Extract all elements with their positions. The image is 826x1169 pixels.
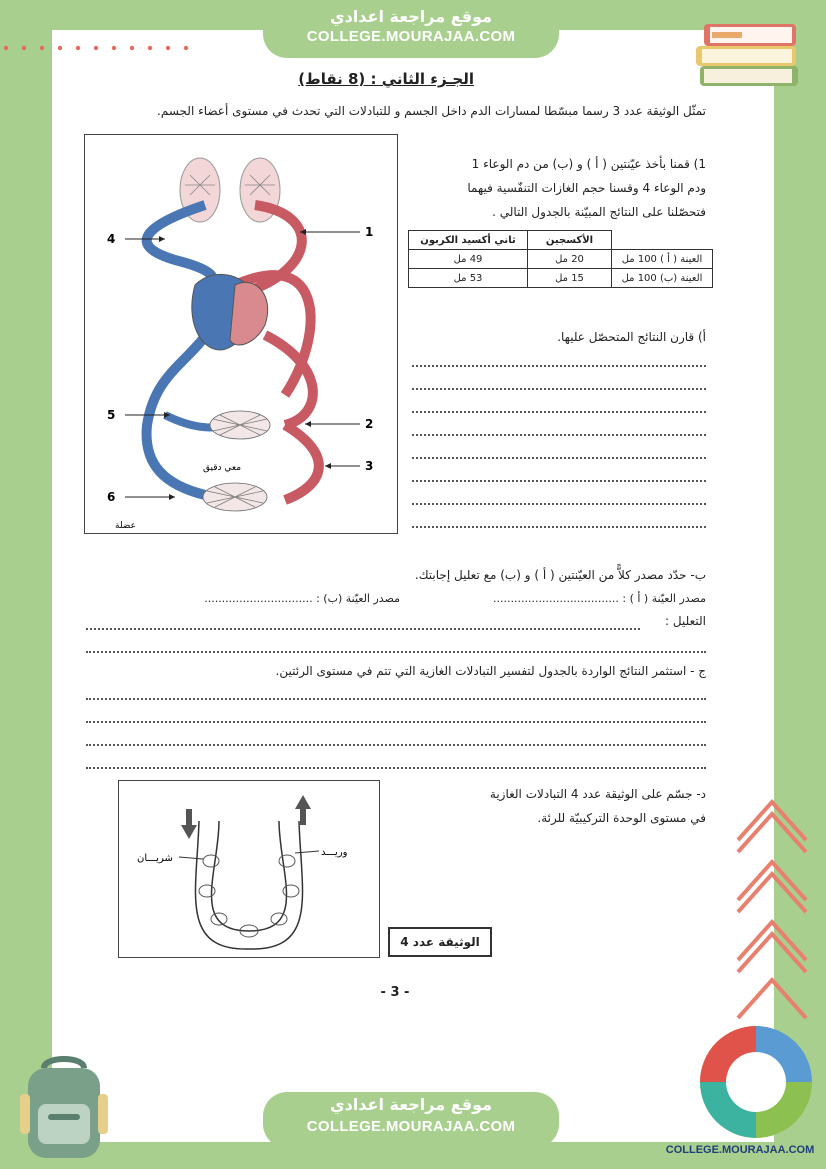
page-number: - 3 - [380, 985, 410, 1000]
answer-line[interactable] [412, 411, 706, 413]
answer-line[interactable] [86, 721, 706, 723]
intro-text: تمثّل الوثيقة عدد 3 رسما مبسّطا لمسارات الدم داخل الجسم و للتبادلات التي تحدث في مستوى أعضاء الجسم. [157, 104, 706, 118]
circulation-diagram [85, 135, 397, 533]
table-header-cell: ثاني أكسيد الكربون [409, 231, 528, 250]
backpack-icon [14, 1054, 114, 1162]
part-title: الجـزء الثاني : (8 نقاط) [298, 70, 474, 88]
answer-line[interactable] [86, 744, 706, 746]
table-header-cell [612, 231, 713, 250]
chevron-decoration-icon [726, 790, 822, 1030]
answer-line[interactable] [412, 503, 706, 505]
intestine-label: معي دقيق [203, 463, 242, 473]
logo-caption[interactable]: COLLEGE.MOURAJAA.COM [665, 1144, 815, 1156]
results-table [408, 230, 713, 288]
answer-line[interactable] [412, 365, 706, 367]
question-c: ج - استثمر النتائج الواردة بالجدول لتفسير التبادلات الغازية التي تتم في مستوى الرئتين. [275, 664, 706, 678]
diagram-label-4: 4 [107, 232, 116, 246]
artery-label: شريـــان [137, 853, 173, 864]
decorative-dots [0, 40, 200, 58]
banner-url[interactable]: COLLEGE.MOURAJAA.COM [306, 28, 516, 45]
diagram-label-1: 1 [365, 225, 374, 239]
table-cell: العينة (ب) 100 مل [612, 269, 713, 288]
table-cell: 53 مل [409, 269, 528, 288]
circulation-diagram-frame [84, 134, 398, 534]
question-1 [400, 152, 706, 224]
question-1-line-1: 1) قمنا بأخذ عيّنتين ( أ ) و (ب) من دم الوعاء 1 [471, 157, 706, 171]
table-cell: 15 مل [528, 269, 612, 288]
table-row [409, 250, 713, 269]
bottom-banner[interactable] [263, 1092, 559, 1148]
table-header-cell: الأكسجين [528, 231, 612, 250]
muscle-label: عضلة [115, 521, 136, 531]
results-table-wrap [408, 230, 713, 288]
question-d-line-1: د- جسّم على الوثيقة عدد 4 التبادلات الغازية [489, 787, 706, 801]
table-cell: العينة ( أ ) 100 مل [612, 250, 713, 269]
table-row [409, 269, 713, 288]
question-d [400, 782, 706, 830]
answer-line[interactable] [412, 457, 706, 459]
banner-title: موقع مراجعة اعدادي [329, 7, 493, 26]
diagram-label-2: 2 [365, 417, 374, 431]
site-logo-icon[interactable] [696, 1022, 816, 1142]
answer-line[interactable] [412, 388, 706, 390]
answer-line[interactable] [86, 628, 640, 630]
alveolus-diagram-frame [118, 780, 380, 958]
source-b[interactable]: مصدر العيّنة (ب) : ............................... [204, 592, 400, 605]
answer-line[interactable] [412, 526, 706, 528]
top-banner[interactable] [263, 6, 559, 58]
books-icon [694, 14, 806, 94]
question-1-line-3: فتحصّلنا على النتائج المبيّنة بالجدول التالي . [492, 205, 706, 219]
answer-line[interactable] [86, 651, 706, 653]
diagram-label-6: 6 [107, 490, 116, 504]
answer-line[interactable] [412, 434, 706, 436]
answer-line[interactable] [86, 698, 706, 700]
banner-title: موقع مراجعة اعدادي [329, 1095, 493, 1114]
question-d-line-2: في مستوى الوحدة التركيبيّة للرئة. [537, 811, 706, 825]
answer-line[interactable] [86, 767, 706, 769]
vein-label: وريـــد [321, 847, 348, 858]
banner-url[interactable]: COLLEGE.MOURAJAA.COM [306, 1118, 516, 1135]
diagram-label-3: 3 [365, 459, 374, 473]
source-a[interactable]: مصدر العيّنة ( أ ) : .................................... [493, 592, 706, 605]
alveolus-diagram[interactable] [119, 781, 379, 957]
question-1-line-2: ودم الوعاء 4 وقسنا حجم الغازات التنفّسية فيهما [467, 181, 706, 195]
document-4-label: الوثيقة عدد 4 [388, 927, 492, 957]
diagram-label-5: 5 [107, 408, 116, 422]
table-cell: 49 مل [409, 250, 528, 269]
answer-line[interactable] [412, 480, 706, 482]
justification-label: التعليل : [665, 614, 706, 628]
question-b: ب- حدّد مصدر كلاًّ من العيّنتين ( أ ) و (ب) مع تعليل إجابتك. [414, 568, 706, 582]
table-cell: 20 مل [528, 250, 612, 269]
question-a: أ) قارن النتائج المتحصّل عليها. [557, 330, 706, 344]
table-header-row [409, 231, 713, 250]
